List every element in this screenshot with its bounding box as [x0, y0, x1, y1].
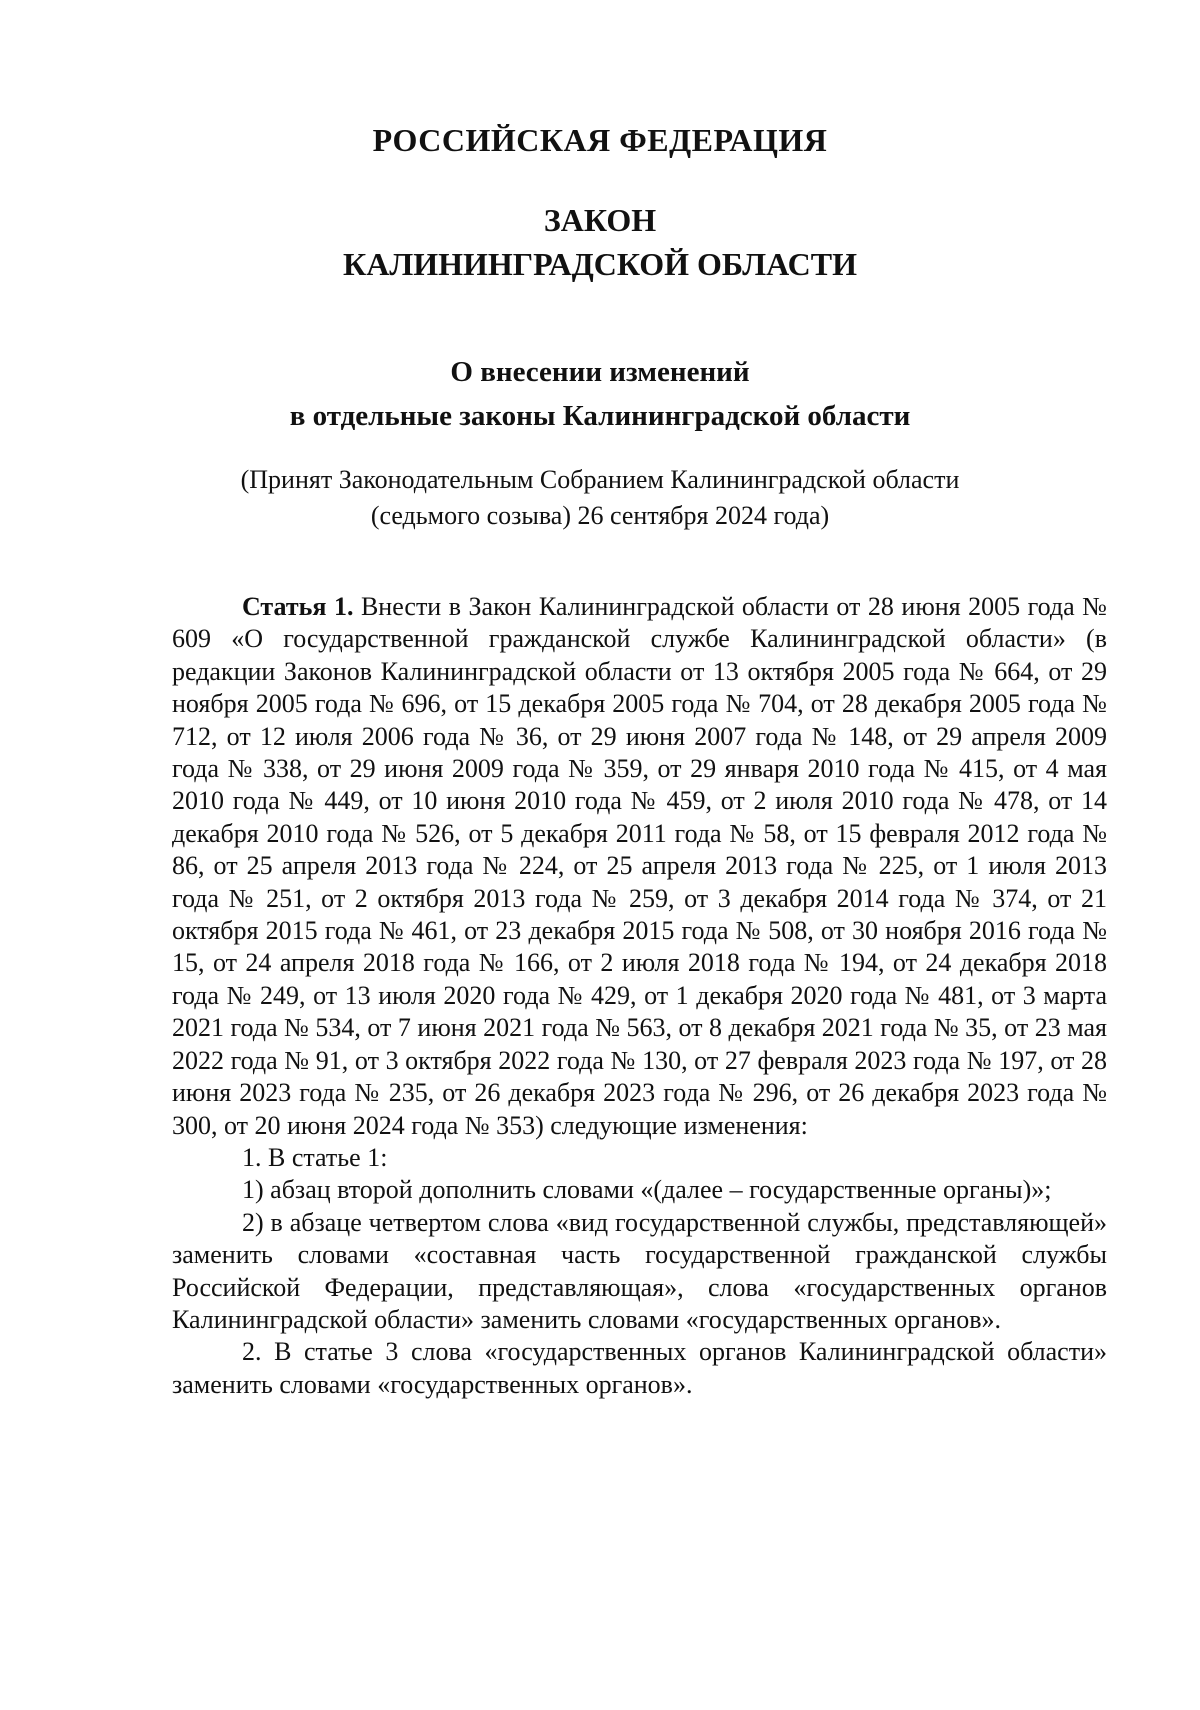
item-1-sub-1: 1) абзац второй дополнить словами «(далее – государственные органы)»;	[242, 1175, 1052, 1205]
article-1-text: Внести в Закон Калининградской области от 28 июня 2005 года № 609 «О государственной гражданской службе Калининградской области» (в редакции Законов Калининградской области от 13 октября 2005 года № 664, от 29 ноября 2005 года № 696, от 15 декабря 2005 года № 704, от 28 декабря 2005 года № 712, от 12 июля 2006 года № 36, от 29 июня 2007 года № 148, от 29 апреля 2009 года № 338, от 29 июня 2009 года № 359, от 29 января 2010 года № 415, от 4 мая 2010 года № 449, от 10 июня 2010 года № 459, от 2 июля 2010 года № 478, от 14 декабря 2010 года № 526, от 5 декабря 2011 года № 58, от 15 февраля 2012 года № 86, от 25 апреля 2013 года № 224, от 25 апреля 2013 года № 225, от 1 июля 2013 года № 251, от 2 октября 2013 года № 259, от 3 декабря 2014 года № 374, от 21 октября 2015 года № 461, от 23 декабря 2015 года № 508, от 30 ноября 2016 года № 15, от 24 апреля 2018 года № 166, от 2 июля 2018 года № 194, от 24 декабря 2018 года № 249, от 13 июля 2020 года № 429, от 1 декабря 2020 года № 481, от 3 марта 2021 года № 534, от 7 июня 2021 года № 563, от 8 декабря 2021 года № 35, от 23 мая 2022 года № 91, от 3 октября 2022 года № 130, от 27 февраля 2023 года № 197, от 28 июня 2023 года № 235, от 26 декабря 2023 года № 296, от 26 декабря 2023 года № 300, от 20 июня 2024 года № 353) следующие изменения:	[172, 592, 1107, 1140]
adoption-note	[0, 462, 1200, 534]
law-heading-line2: КАЛИНИНГРАДСКОЙ ОБЛАСТИ	[343, 246, 857, 282]
adoption-note-line2: (седьмого созыва) 26 сентября 2024 года)	[370, 501, 830, 530]
law-title	[0, 350, 1200, 438]
law-title-line2: в отдельные законы Калининградской области	[289, 400, 911, 432]
country-heading: РОССИЙСКАЯ ФЕДЕРАЦИЯ	[372, 122, 828, 158]
article-1-paragraph	[172, 591, 1107, 1142]
item-1: 1. В статье 1:	[242, 1142, 388, 1172]
item-1-sub-2: 2) в абзаце четвертом слова «вид государственной службы, представляющей» заменить словами «составная часть государственной гражданской службы Российской Федерации, представляющая», слова «государственных органов Калининградской области» заменить словами «государственных органов».	[172, 1207, 1107, 1334]
article-1-label: Статья 1.	[242, 592, 354, 621]
law-heading-line1: ЗАКОН	[543, 202, 657, 238]
adoption-note-line1: (Принят Законодательным Собранием Калининградской области	[240, 465, 960, 494]
law-heading	[0, 198, 1200, 286]
law-title-line1: О внесении изменений	[450, 356, 750, 388]
law-body	[172, 591, 1107, 1401]
item-2: 2. В статье 3 слова «государственных органов Калининградской области» заменить словами «государственных органов».	[172, 1337, 1107, 1399]
